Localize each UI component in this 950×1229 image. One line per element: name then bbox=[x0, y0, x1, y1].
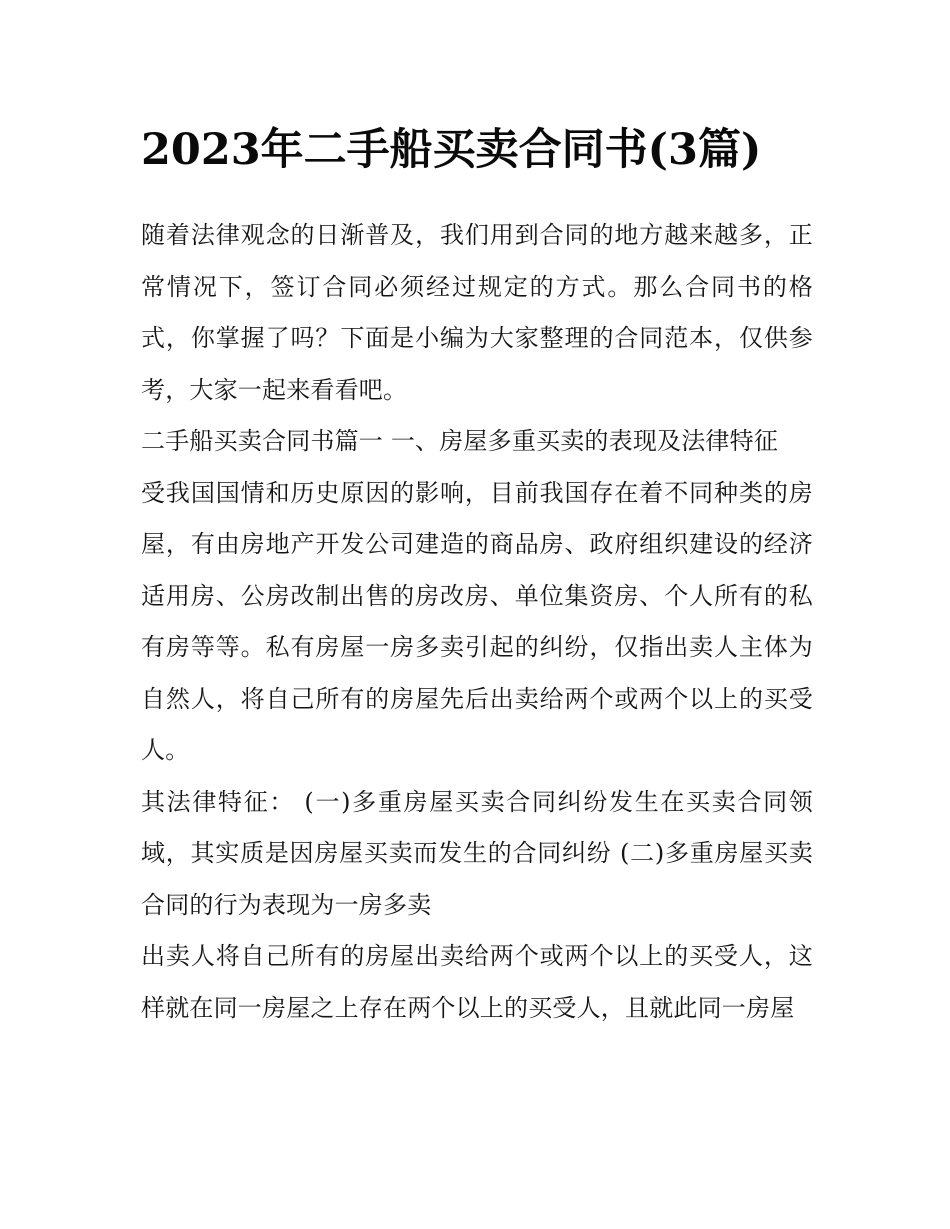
paragraph-house-types: 受我国国情和历史原因的影响，目前我国存在着不同种类的房屋，有由房地产开发公司建造的商品房、政府组织建设的经济适用房、公房改制出售的房改房、单位集资房、个人所有的私有房等等。私有房屋一房多卖引起的纠纷，仅指出卖人主体为自然人，将自己所有的房屋先后出卖给两个或两个以上的买受人。 bbox=[141, 478, 813, 764]
paragraph-intro: 随着法律观念的日渐普及，我们用到合同的地方越来越多，正常情况下，签订合同必须经过规定的方式。那么合同书的格式，你掌握了吗？下面是小编为大家整理的合同范本，仅供参考，大家一起来看看吧。 bbox=[141, 221, 813, 404]
document-title: 2023年二手船买卖合同书(3篇) bbox=[141, 125, 762, 175]
paragraph-legal-features: 其法律特征： (一)多重房屋买卖合同纠纷发生在买卖合同领域，其实质是因房屋买卖而发生的合同纠纷 (二)多重房屋买卖合同的行为表现为一房多卖 bbox=[141, 787, 813, 919]
paragraph-multiple-buyers: 出卖人将自己所有的房屋出卖给两个或两个以上的买受人，这样就在同一房屋之上存在两个以上的买受人，且就此同一房屋 bbox=[141, 942, 813, 1022]
document-body bbox=[141, 210, 813, 1034]
paragraph-section-heading: 二手船买卖合同书篇一 一、房屋多重买卖的表现及法律特征 bbox=[141, 427, 779, 455]
document-page bbox=[141, 112, 813, 1034]
